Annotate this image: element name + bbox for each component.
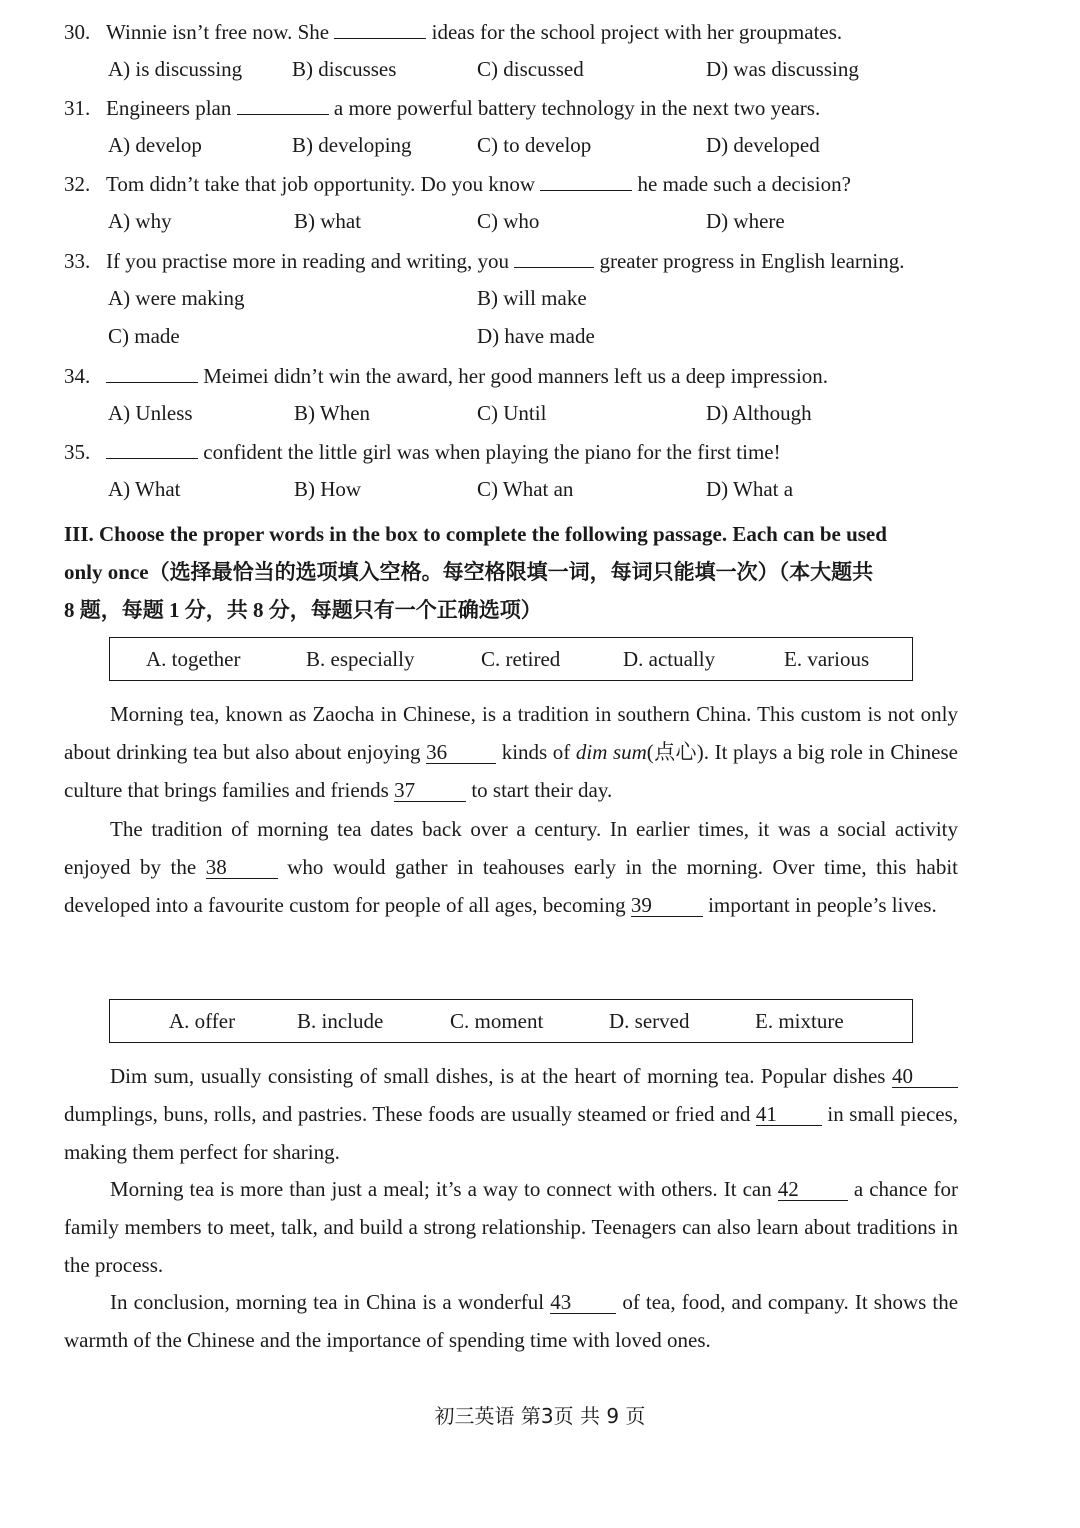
option-d[interactable]: D) was discussing (706, 57, 859, 81)
option-c[interactable]: C) made (108, 324, 180, 348)
passage-paragraph: The tradition of morning tea dates back over a century. In earlier times, it was a social activity enjoyed by the 38 who would gather in teahouses early in the morning. Over time, this habit developed into a favourite custom for people of all ages, becoming 39 important in people’s lives. (64, 817, 958, 917)
word-option: D. actually (623, 647, 716, 671)
question-text: a more powerful battery technology in the next two years. (333, 96, 821, 120)
option-b[interactable]: B) When (294, 401, 371, 425)
question-33 (64, 247, 904, 274)
option-c[interactable]: C) who (477, 209, 540, 233)
option-c[interactable]: C) discussed (477, 57, 584, 81)
option-a[interactable]: A) is discussing (108, 57, 243, 81)
answer-blank[interactable] (237, 94, 329, 115)
question-number: 30. (64, 20, 91, 44)
blank-39[interactable]: 39 (631, 894, 703, 917)
question-text: confident the little girl was when playing the piano for the first time! (203, 440, 781, 464)
option-a[interactable]: A) why (108, 209, 172, 233)
question-text: Meimei didn’t win the award, her good manners left us a deep impression. (203, 364, 829, 388)
word-option: C. retired (481, 647, 561, 671)
blank-38[interactable]: 38 (206, 856, 278, 879)
option-a[interactable]: A) develop (108, 133, 202, 157)
word-option: D. served (609, 1009, 690, 1033)
word-option: C. moment (450, 1009, 544, 1033)
passage-paragraph: In conclusion, morning tea in China is a wonderful 43 of tea, food, and company. It shows the warmth of the Chinese and the importance of spending time with loved ones. (64, 1290, 959, 1352)
question-34 (64, 362, 828, 389)
question-number: 31. (64, 96, 91, 120)
question-number: 34. (64, 364, 91, 388)
option-b[interactable]: B) How (294, 477, 362, 501)
answer-blank[interactable] (334, 18, 426, 39)
question-number: 32. (64, 172, 91, 196)
question-text: greater progress in English learning. (599, 249, 905, 273)
heading-line: 8 题，每题 1 分，共 8 分，每题只有一个正确选项） (64, 598, 542, 622)
option-c[interactable]: C) What an (477, 477, 574, 501)
option-a[interactable]: A) were making (108, 286, 245, 310)
word-option: E. various (784, 647, 870, 671)
option-d[interactable]: D) What a (706, 477, 794, 501)
question-text: If you practise more in reading and writing, you (106, 249, 509, 273)
passage-paragraph: Dim sum, usually consisting of small dishes, is at the heart of morning tea. Popular dishes 40 dumplings, buns, rolls, and pastries. These foods are usually steamed or fried and 41 in small pieces, making them perfect for sharing. (64, 1064, 959, 1164)
question-text: Engineers plan (106, 96, 232, 120)
option-d[interactable]: D) Although (706, 401, 812, 425)
option-b[interactable]: B) discusses (292, 57, 397, 81)
question-text: Winnie isn’t free now. She (106, 20, 330, 44)
word-box-2 (109, 999, 913, 1043)
option-a[interactable]: A) Unless (108, 401, 193, 425)
answer-blank[interactable] (106, 362, 198, 383)
word-option: A. offer (169, 1009, 236, 1033)
option-b[interactable]: B) will make (477, 286, 587, 310)
option-b[interactable]: B) developing (292, 133, 412, 157)
passage-paragraph: Morning tea is more than just a meal; it’s a way to connect with others. It can 42 a chance for family members to meet, talk, and build a strong relationship. Teenagers can also learn about traditions in the process. (64, 1177, 958, 1277)
answer-blank[interactable] (106, 438, 198, 459)
question-35 (64, 438, 781, 465)
option-b[interactable]: B) what (294, 209, 362, 233)
blank-43[interactable]: 43 (550, 1291, 616, 1314)
answer-blank[interactable] (540, 170, 632, 191)
option-d[interactable]: D) have made (477, 324, 595, 348)
question-text: he made such a decision? (637, 172, 851, 196)
word-option: B. include (297, 1009, 384, 1033)
option-d[interactable]: D) developed (706, 133, 820, 157)
word-option: B. especially (306, 647, 415, 671)
word-box-1 (109, 637, 913, 681)
word-option: E. mixture (755, 1009, 844, 1033)
heading-line: only once（选择最恰当的选项填入空格。每空格限填一词，每词只能填一次）（本大题共 (64, 560, 874, 584)
dim-sum-term: dim sum (575, 740, 647, 764)
question-number: 35. (64, 440, 91, 464)
blank-40[interactable]: 40 (892, 1065, 958, 1088)
blank-41[interactable]: 41 (756, 1103, 822, 1126)
question-text: ideas for the school project with her groupmates. (431, 20, 843, 44)
question-30 (64, 18, 842, 45)
page-footer: 初三英语 第3页 共 9 页 (434, 1404, 646, 1428)
heading-line: III. Choose the proper words in the box to complete the following passage. Each can be used (64, 522, 887, 546)
question-number: 33. (64, 249, 91, 273)
blank-37[interactable]: 37 (394, 779, 466, 802)
question-text: Tom didn’t take that job opportunity. Do you know (106, 172, 535, 196)
question-31 (64, 94, 820, 121)
blank-42[interactable]: 42 (778, 1178, 848, 1201)
option-c[interactable]: C) to develop (477, 133, 592, 157)
answer-blank[interactable] (514, 247, 594, 268)
option-a[interactable]: A) What (108, 477, 181, 501)
word-option: A. together (146, 647, 241, 671)
question-32 (64, 170, 851, 197)
passage-paragraph: Morning tea, known as Zaocha in Chinese, is a tradition in southern China. This custom is not only about drinking tea but also about enjoying 36 kinds of dim sum(点心). It plays a big role in Chinese culture that brings families and friends 37 to start their day. (64, 702, 958, 802)
option-d[interactable]: D) where (706, 209, 785, 233)
section-heading (64, 515, 964, 629)
option-c[interactable]: C) Until (477, 401, 547, 425)
blank-36[interactable]: 36 (426, 741, 496, 764)
